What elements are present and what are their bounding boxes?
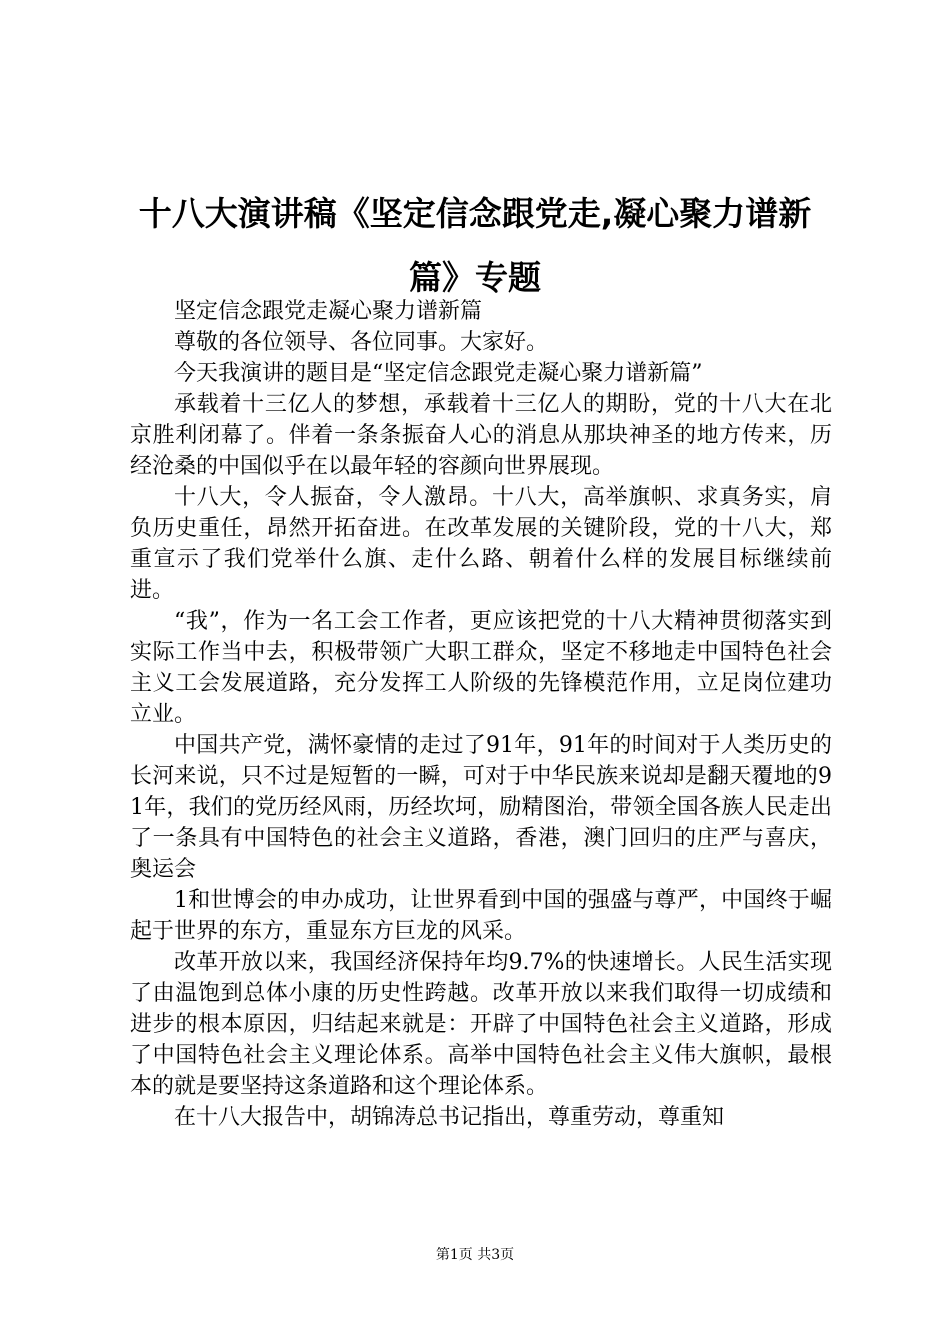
- paragraph: 承载着十三亿人的梦想，承载着十三亿人的期盼，党的十八大在北京胜利闭幕了。伴着一条条振奋人心的消息从那块神圣的地方传来，历经沧桑的中国似乎在以最年轻的容颜向世界展现。: [130, 392, 832, 479]
- paragraph: 改革开放以来，我国经济保持年均9.7%的快速增长。人民生活实现了由温饱到总体小康的历史性跨越。改革开放以来我们取得一切成绩和进步的根本原因，归结起来就是：开辟了中国特色社会主义道路，形成了中国特色社会主义理论体系。高举中国特色社会主义伟大旗帜，最根本的就是要坚持这条道路和这个理论体系。: [130, 950, 832, 1099]
- page-footer: 第1页 共3页: [435, 1247, 515, 1263]
- paragraph: 坚定信念跟党走凝心聚力谱新篇: [174, 299, 483, 324]
- paragraph: 在十八大报告中，胡锦涛总书记指出，尊重劳动，尊重知: [174, 1105, 725, 1130]
- paragraph: 十八大，令人振奋，令人激昂。十八大，高举旗帜、求真务实，肩负历史重任，昂然开拓奋进。在改革发展的关键阶段，党的十八大，郑重宣示了我们党举什么旗、走什么路、朝着什么样的发展目标继续前进。: [130, 485, 832, 603]
- paragraph: 今天我演讲的题目是“坚定信念跟党走凝心聚力谱新篇”: [174, 361, 703, 386]
- paragraph: 尊敬的各位领导、各位同事。大家好。: [174, 330, 549, 355]
- paragraph: 中国共产党，满怀豪情的走过了91年，91年的时间对于人类历史的长河来说，只不过是短暂的一瞬，可对于中华民族来说却是翻天覆地的91年，我们的党历经风雨，历经坎坷，励精图治，带领全国各族人民走出了一条具有中国特色的社会主义道路，香港，澳门回归的庄严与喜庆，奥运会: [130, 733, 832, 882]
- paragraph: “我”，作为一名工会工作者，更应该把党的十八大精神贯彻落实到实际工作当中去，积极带领广大职工群众，坚定不移地走中国特色社会主义工会发展道路，充分发挥工人阶级的先锋模范作用，立足岗位建功立业。: [130, 609, 832, 727]
- document-body: [130, 296, 832, 1133]
- paragraph: 1和世博会的申办成功，让世界看到中国的强盛与尊严，中国终于崛起于世界的东方，重显东方巨龙的风采。: [130, 888, 832, 944]
- document-title: 十八大演讲稿《坚定信念跟党走,凝心聚力谱新篇》专题: [138, 194, 812, 297]
